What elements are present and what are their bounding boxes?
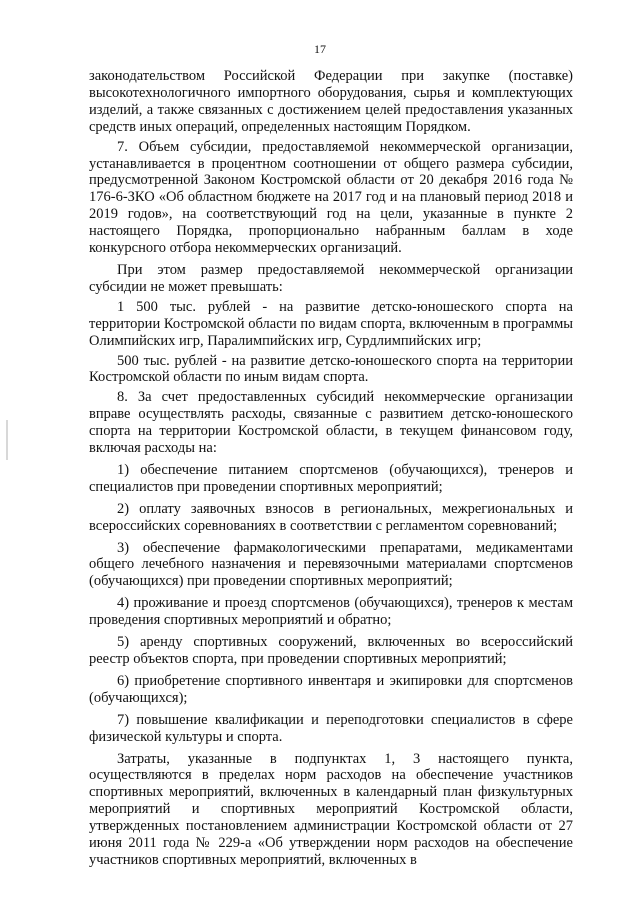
paragraph-limit-intro: При этом размер предоставляемой некоммерческой организации субсидии не может превышать: — [89, 261, 573, 295]
paragraph-item-7: 7. Объем субсидии, предоставляемой некоммерческой организации, устанавливается в процентном соотношении от общего размера субсидии, предусмотренной Законом Костромской области от 20 декабря 2016 года № 176-6-ЗКО «Об областном бюджете на 2017 год и на плановый период 2018 и 2019 годов», на соответствующий год на цели, указанные в пункте 2 настоящего Порядка, пропорционально набранным баллам в ходе конкурсного отбора некоммерческих организаций. — [89, 138, 573, 257]
paragraph-limit-olympic: 1 500 тыс. рублей - на развитие детско-юношеского спорта на территории Костромской области по видам спорта, включенным в программы Олимпийских игр, Паралимпийских игр, Сурдлимпийских игр; — [89, 298, 573, 349]
list-item-4: 4) проживание и проезд спортсменов (обучающихся), тренеров к местам проведения спортивных мероприятий и обратно; — [89, 595, 573, 629]
paragraph-item-8: 8. За счет предоставленных субсидий некоммерческие организации вправе осуществлять расходы, связанные с развитием детско-юношеского спорта на территории Костромской области, в текущем финансовом году, включая расходы на: — [89, 389, 573, 457]
paragraph-limit-other: 500 тыс. рублей - на развитие детско-юношеского спорта на территории Костромской области по иным видам спорта. — [89, 352, 573, 386]
page-number: 17 — [314, 42, 326, 56]
scan-edge-mark — [6, 420, 8, 460]
list-item-5: 5) аренду спортивных сооружений, включенных во всероссийский реестр объектов спорта, при проведении спортивных мероприятий; — [89, 634, 573, 667]
document-body — [89, 68, 573, 869]
paragraph-continuation: законодательством Российской Федерации при закупке (поставке) высокотехнологичного импортного оборудования, сырья и комплектующих изделий, а также связанных с достижением целей предоставления указанных средств иных операций, определенных настоящим Порядком. — [89, 68, 573, 135]
list-item-6: 6) приобретение спортивного инвентаря и экипировки для спортсменов (обучающихся); — [89, 672, 573, 706]
list-item-1: 1) обеспечение питанием спортсменов (обучающихся), тренеров и специалистов при проведении спортивных мероприятий; — [89, 461, 573, 495]
list-item-3: 3) обеспечение фармакологическими препаратами, медикаментами общего лечебного назначения и перевязочными материалами спортсменов (обучающихся) при проведении спортивных мероприятий; — [89, 539, 573, 590]
paragraph-costs: Затраты, указанные в подпунктах 1, 3 настоящего пункта, осуществляются в пределах норм расходов на обеспечение участников спортивных мероприятий, включенных в календарный план физкультурных мероприятий и спортивных мероприятий Костромской области, утвержденных постановлением администрации Костромской области от 27 июня 2011 года № 229-а «Об утверждении норм расходов на обеспечение участников спортивных мероприятий, включенных в — [89, 750, 573, 868]
list-item-7: 7) повышение квалификации и переподготовки специалистов в сфере физической культуры и спорта. — [89, 711, 573, 745]
list-item-2: 2) оплату заявочных взносов в региональных, межрегиональных и всероссийских соревнованиях в соответствии с регламентом соревнований; — [89, 500, 573, 534]
